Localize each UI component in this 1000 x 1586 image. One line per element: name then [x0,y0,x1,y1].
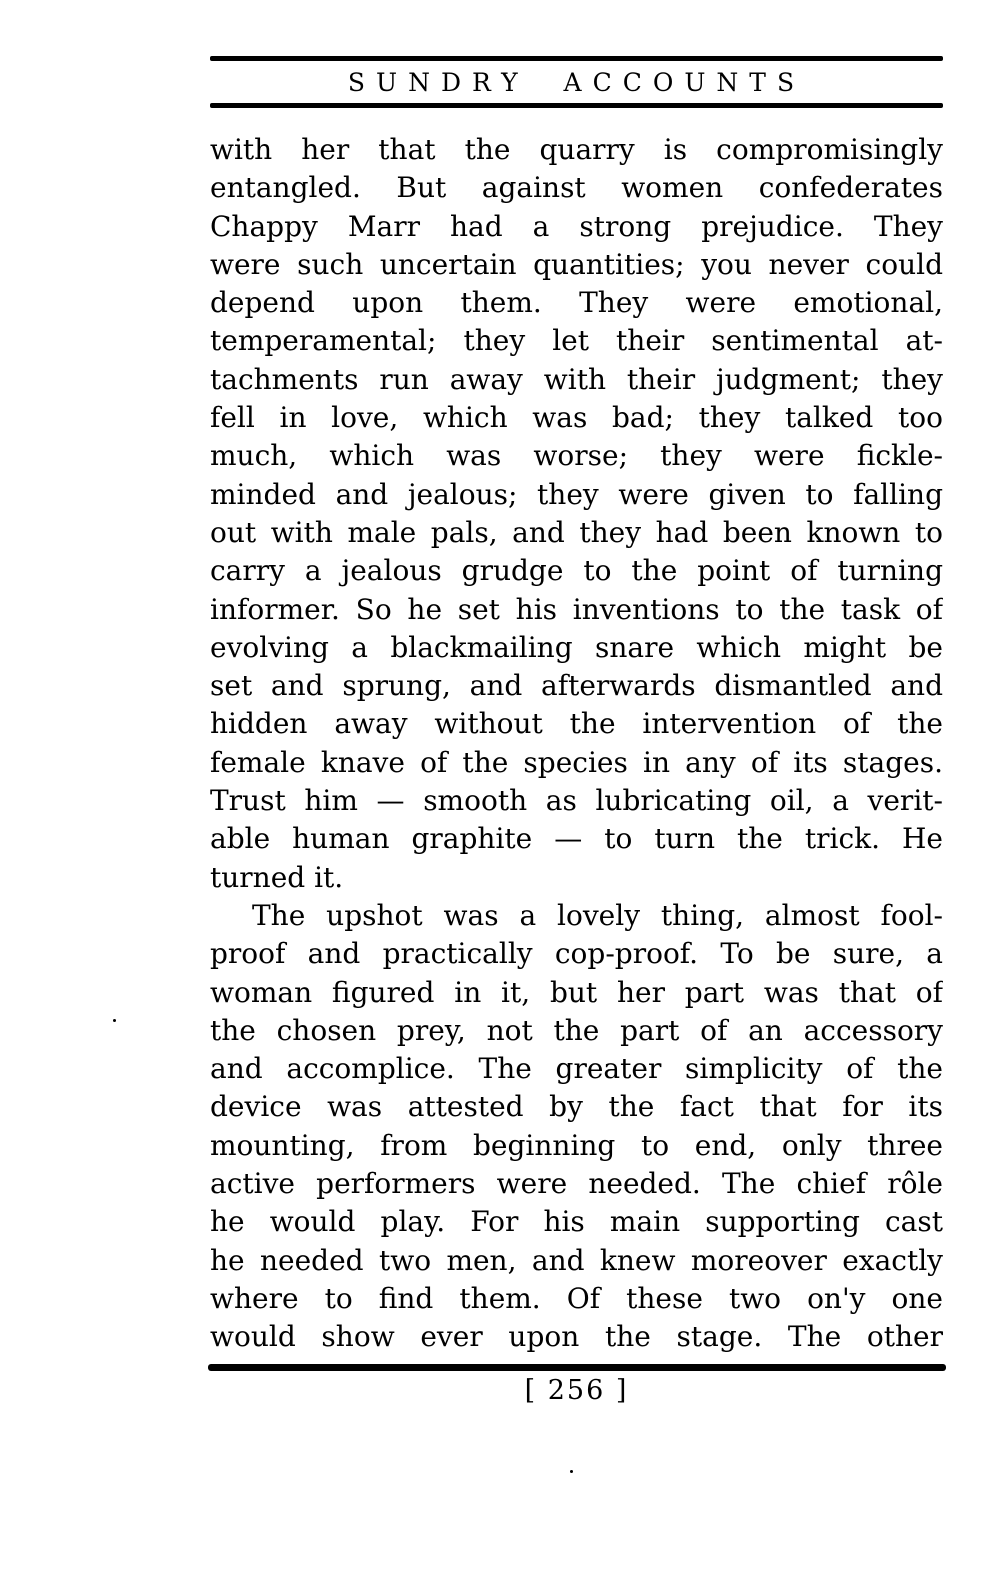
text-line: would show ever upon the stage. The other [210,1320,943,1354]
text-line: female knave of the species in any of its stages. [210,745,943,779]
text-line: and accomplice. The greater simplicity of the [210,1052,943,1086]
running-header [210,56,943,108]
text-line: hidden away without the intervention of the [210,707,943,741]
running-header-title: SUNDRY ACCOUNTS [347,68,806,97]
text-line: active performers were needed. The chief rôle [210,1167,943,1201]
footer-rule [208,1364,946,1371]
text-line: informer. So he set his inventions to the task of [210,592,943,626]
text-line: much, which was worse; they were fickle- [210,439,943,473]
text-line: out with male pals, and they had been known to [210,515,943,549]
text-line: proof and practically cop-proof. To be sure, a [210,937,943,971]
paragraph [210,897,943,1357]
text-line: depend upon them. They were emotional, [210,286,943,320]
text-line: where to find them. Of these two on'y one [210,1281,943,1315]
text-line: evolving a blackmailing snare which might be [210,630,943,664]
header-rule-bottom [210,103,943,108]
text-line: he would play. For his main supporting cast [210,1205,943,1239]
text-line: fell in love, which was bad; they talked too [210,401,943,435]
text-line: minded and jealous; they were given to falling [210,477,943,511]
page-number: [ 256 ] [524,1375,629,1406]
text-line: temperamental; they let their sentimental at- [210,324,943,358]
paragraph [210,131,943,897]
text-line: carry a jealous grudge to the point of turning [210,554,943,588]
text-line: the chosen prey, not the part of an accessory [210,1013,943,1047]
text-line: tachments run away with their judgment; they [210,362,943,396]
scan-speck [570,1470,573,1473]
text-line: able human graphite — to turn the trick. He [210,822,943,856]
text-line: Trust him — smooth as lubricating oil, a verit- [210,784,943,818]
text-line: were such uncertain quantities; you never could [210,247,943,281]
text-line: he needed two men, and knew moreover exactly [210,1243,943,1277]
text-line: woman figured in it, but her part was that of [210,975,943,1009]
text-line: device was attested by the fact that for its [210,1090,943,1124]
body-text [210,131,943,1357]
text-line: Chappy Marr had a strong prejudice. They [210,209,943,243]
text-line: set and sprung, and afterwards dismantled and [210,669,943,703]
text-line: The upshot was a lovely thing, almost fool- [252,898,943,932]
text-line: turned it. [210,860,344,894]
text-line: entangled. But against women confederates [210,171,943,205]
text-line: with her that the quarry is compromisingly [210,133,943,166]
scan-speck [113,1019,116,1022]
text-line: mounting, from beginning to end, only three [210,1128,943,1162]
